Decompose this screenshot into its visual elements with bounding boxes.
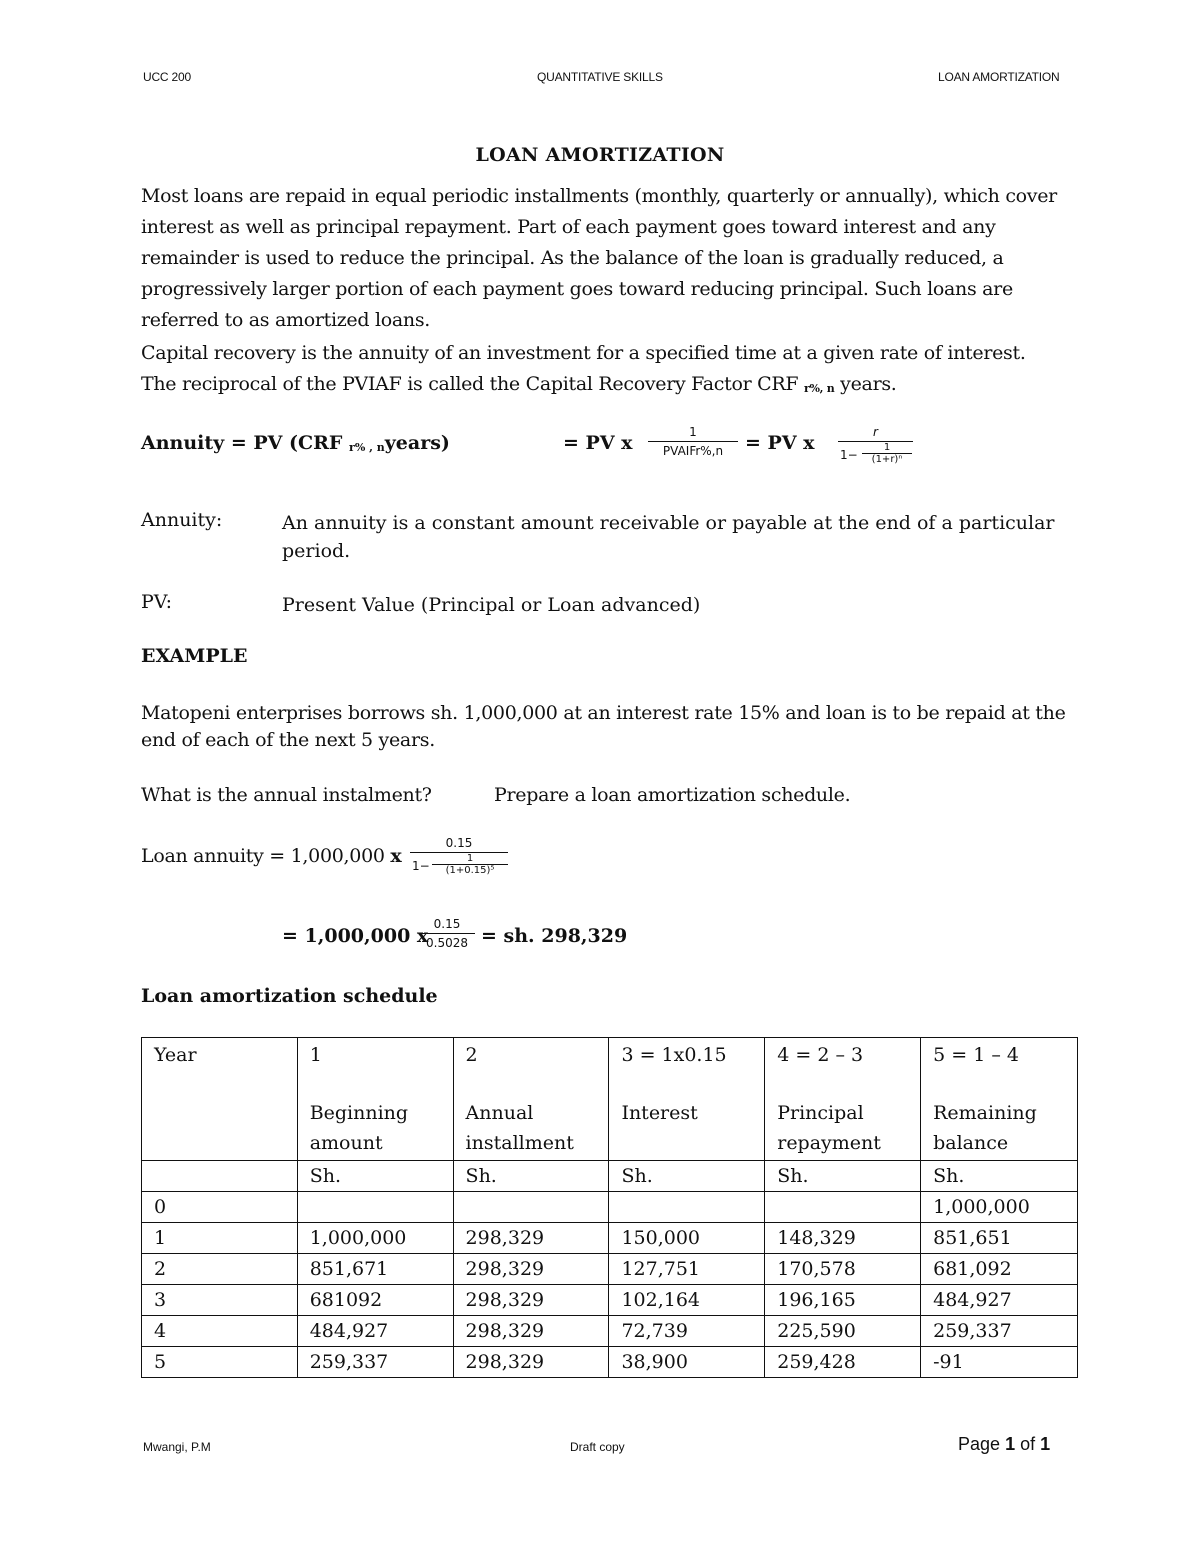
- table-cell: 298,329: [453, 1223, 609, 1254]
- column-header-beginning-amount: 1 Beginning amount: [297, 1038, 453, 1161]
- capital-recovery-line-2: The reciprocal of the PVIAF is called the Capital Recovery Factor CRF $_{r\%, n}$ years.: [141, 373, 897, 395]
- page-title: LOAN AMORTIZATION: [475, 144, 725, 166]
- calc-fraction-1: 0.15 1− 1 (1+0.15)⁵: [410, 836, 508, 879]
- table-cell: 0: [142, 1192, 298, 1223]
- example-question-1: What is the annual instalment?: [141, 784, 432, 806]
- example-question-2: Prepare a loan amortization schedule.: [494, 784, 851, 806]
- table-cell: 484,927: [297, 1316, 453, 1347]
- calc-result: = sh. 298,329: [481, 925, 628, 947]
- table-cell: 1,000,000: [921, 1192, 1078, 1223]
- formula-fraction-2: r 1− 1 (1+r)ⁿ: [838, 425, 913, 468]
- table-cell: [765, 1192, 921, 1223]
- table-cell: 196,165: [765, 1285, 921, 1316]
- table-cell: Sh.: [609, 1161, 765, 1192]
- footer-author: Mwangi, P.M: [143, 1440, 211, 1454]
- formula-fraction-1: 1 PVAIFr%,n: [648, 425, 738, 458]
- column-header-interest: 3 = 1x0.15 Interest: [609, 1038, 765, 1161]
- definition-text-annuity: An annuity is a constant amount receivable or payable at the end of a particular period.: [282, 512, 1055, 562]
- table-cell: Sh.: [921, 1161, 1078, 1192]
- formula-eq2: = PV x: [745, 432, 815, 454]
- table-cell: [297, 1192, 453, 1223]
- table-row: [142, 1254, 1078, 1285]
- table-cell: 259,337: [921, 1316, 1078, 1347]
- capital-recovery-line-1: Capital recovery is the annuity of an investment for a specified time at a given rate of interest.: [141, 342, 1026, 364]
- table-cell: 851,671: [297, 1254, 453, 1285]
- header-subject: QUANTITATIVE SKILLS: [537, 70, 663, 84]
- table-cell: 681,092: [921, 1254, 1078, 1285]
- table-cell: 5: [142, 1347, 298, 1378]
- column-header-year: Year: [142, 1038, 298, 1161]
- footer-page-number: Page 1 of 1: [958, 1434, 1051, 1454]
- example-heading: EXAMPLE: [141, 645, 248, 667]
- header-topic: LOAN AMORTIZATION: [938, 70, 1060, 84]
- definition-text-pv: Present Value (Principal or Loan advanced): [282, 594, 701, 616]
- table-cell: 1: [142, 1223, 298, 1254]
- footer-draft-label: Draft copy: [570, 1440, 625, 1454]
- column-header-annual-installment: 2 Annual installment: [453, 1038, 609, 1161]
- table-cell: 127,751: [609, 1254, 765, 1285]
- table-cell: 298,329: [453, 1347, 609, 1378]
- table-cell: 298,329: [453, 1285, 609, 1316]
- table-cell: Sh.: [453, 1161, 609, 1192]
- header-course-code: UCC 200: [143, 70, 191, 84]
- table-cell: 148,329: [765, 1223, 921, 1254]
- table-row: [142, 1192, 1078, 1223]
- capital-recovery-paragraph: [141, 338, 1071, 404]
- table-cell: 298,329: [453, 1316, 609, 1347]
- table-cell: Sh.: [765, 1161, 921, 1192]
- table-row: [142, 1223, 1078, 1254]
- table-row: [142, 1285, 1078, 1316]
- table-cell: [453, 1192, 609, 1223]
- table-cell: [142, 1161, 298, 1192]
- column-header-principal-repayment: 4 = 2 – 3 Principal repayment: [765, 1038, 921, 1161]
- schedule-heading: Loan amortization schedule: [141, 985, 438, 1007]
- table-header-row: [142, 1038, 1078, 1161]
- definition-term-annuity: Annuity:: [141, 509, 223, 531]
- table-cell: 681092: [297, 1285, 453, 1316]
- definition-term-pv: PV:: [141, 591, 172, 613]
- table-cell: 38,900: [609, 1347, 765, 1378]
- column-header-remaining-balance: 5 = 1 – 4 Remaining balance: [921, 1038, 1078, 1161]
- table-cell: 4: [142, 1316, 298, 1347]
- table-cell: Sh.: [297, 1161, 453, 1192]
- intro-paragraph: Most loans are repaid in equal periodic installments (monthly, quarterly or annually), which cover interest as well as principal repayment. Part of each payment goes toward interest and any remainder is used to reduce the principal. As the balance of the loan is gradually reduced, a progressively larger portion of each payment goes toward reducing principal. Such loans are referred to as amortized loans.: [141, 185, 1057, 331]
- table-cell: [609, 1192, 765, 1223]
- table-row: [142, 1347, 1078, 1378]
- table-cell: 150,000: [609, 1223, 765, 1254]
- table-cell: 259,428: [765, 1347, 921, 1378]
- table-row: [142, 1316, 1078, 1347]
- formula-left: Annuity = PV (CRF $_{r\% , n}$years): [141, 432, 450, 454]
- table-cell: 170,578: [765, 1254, 921, 1285]
- table-cell: 225,590: [765, 1316, 921, 1347]
- amortization-table: [141, 1037, 1078, 1378]
- calc-fraction-2: $\frac{0.15}{0.5028}$: [419, 917, 475, 950]
- table-cell: 102,164: [609, 1285, 765, 1316]
- table-cell: 298,329: [453, 1254, 609, 1285]
- formula-eq1: = PV x: [563, 432, 633, 454]
- table-cell: 259,337: [297, 1347, 453, 1378]
- table-cell: 2: [142, 1254, 298, 1285]
- calc-line-1: Loan annuity = 1,000,000 x: [141, 845, 402, 867]
- table-cell: 851,651: [921, 1223, 1078, 1254]
- table-cell: 484,927: [921, 1285, 1078, 1316]
- table-units-row: [142, 1161, 1078, 1192]
- table-cell: -91: [921, 1347, 1078, 1378]
- table-cell: 3: [142, 1285, 298, 1316]
- table-cell: 1,000,000: [297, 1223, 453, 1254]
- table-cell: 72,739: [609, 1316, 765, 1347]
- calc-line-2-prefix: = 1,000,000 x: [282, 925, 429, 947]
- example-problem: Matopeni enterprises borrows sh. 1,000,000 at an interest rate 15% and loan is to be repaid at the end of each of the next 5 years.: [141, 702, 1066, 751]
